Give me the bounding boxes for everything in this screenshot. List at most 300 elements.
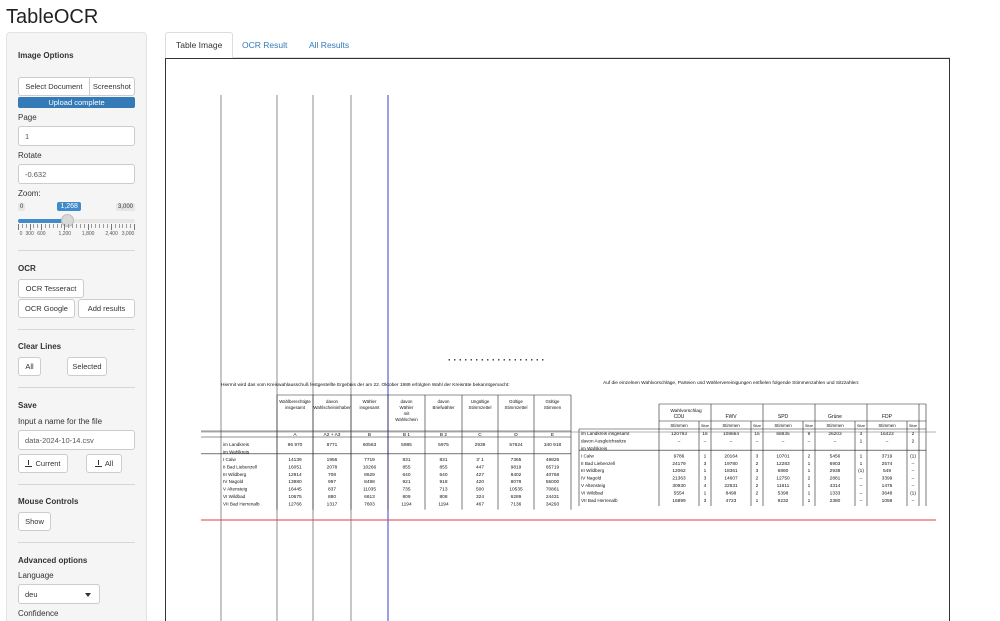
- right-cell-value: 1: [807, 469, 811, 475]
- tab-ocr-result[interactable]: OCR Result: [242, 40, 288, 50]
- tab-table-image[interactable]: Table Image: [165, 32, 233, 58]
- slider-tick-label: 2,400: [105, 231, 118, 237]
- cell-value: 340 918: [543, 443, 562, 449]
- slider-tick: [88, 224, 89, 230]
- cell-value: 324: [475, 495, 485, 500]
- right-cell-value: 4723: [725, 498, 737, 504]
- language-select[interactable]: deu: [18, 584, 100, 604]
- ocr-google-button[interactable]: OCR Google: [18, 299, 75, 318]
- slider-tick: [68, 224, 69, 228]
- cell-value: 3' 1: [476, 458, 484, 463]
- right-cell-value: 3648: [881, 491, 893, 497]
- divider: [18, 250, 135, 251]
- slider-tick: [95, 224, 96, 228]
- right-cell-value: 26203: [828, 432, 842, 438]
- slider-tick: [30, 224, 31, 230]
- cell-value: 10266: [362, 465, 377, 471]
- slider-tick: [37, 224, 38, 228]
- slider-tick: [103, 224, 104, 228]
- cell-value: 12914: [288, 472, 302, 478]
- slider-tick: [64, 224, 65, 230]
- column-code: A: [293, 432, 297, 438]
- cell-value: 8498: [364, 480, 375, 486]
- advanced-options-title: Advanced options: [18, 556, 88, 565]
- slider-tick: [134, 224, 135, 230]
- right-cell-value: 21363: [672, 476, 686, 482]
- document-title-fragment: · · · · · · · · · · · · · · · · · ·: [448, 355, 545, 365]
- page-label: Page: [18, 113, 37, 122]
- cell-value: 831: [439, 458, 448, 463]
- cell-value: 40768: [545, 472, 560, 478]
- cell-value: 735: [402, 487, 411, 493]
- save-title: Save: [18, 401, 37, 410]
- cell-value: 2078: [326, 465, 338, 471]
- row-label: VI Wildbad: [223, 494, 246, 499]
- party-header: FWV: [725, 414, 737, 420]
- cell-value: 9819: [510, 465, 522, 471]
- right-cell-value: 68835: [776, 432, 790, 438]
- cell-value: 55000: [545, 480, 560, 486]
- sub-header-votes: Stimmen: [878, 423, 896, 428]
- add-results-button[interactable]: Add results: [78, 299, 135, 318]
- right-cell-value: 16899: [672, 498, 686, 504]
- cell-value: 447: [475, 465, 485, 471]
- sub-header-seats: Sitze: [857, 424, 865, 428]
- cell-value: 809: [402, 495, 411, 500]
- column-header: Ungültige: [470, 399, 490, 404]
- right-cell-value: 19780: [724, 461, 738, 467]
- rotate-label: Rotate: [18, 151, 42, 160]
- right-cell-value: 120793: [670, 432, 688, 438]
- right-cell-value: –: [859, 484, 863, 489]
- sub-header-seats: Sitze: [805, 424, 813, 428]
- right-cell-value: 1: [807, 498, 811, 504]
- column-header: Wähler: [399, 405, 414, 410]
- table-image-viewer[interactable]: [165, 58, 950, 621]
- sub-header-seats: Sitze: [909, 424, 917, 428]
- cell-value: 713: [439, 487, 448, 493]
- upload-progress: Upload complete: [18, 97, 135, 108]
- document-heading-right: Auf die einzelnen Wahlvorschläge, Parteien und Wählervereinigungen entfielen folgende Stimmenzahlen und Sitzzahlen:: [603, 381, 860, 386]
- right-cell-value: –: [859, 476, 863, 482]
- cell-value: 65719: [545, 465, 560, 471]
- cell-value: 57624: [509, 443, 523, 449]
- right-cell-value: 2: [755, 491, 759, 497]
- right-cell-value: 2: [911, 439, 915, 445]
- right-cell-value: 3399: [881, 476, 893, 482]
- slider-tick: [84, 224, 85, 228]
- slider-tick: [111, 224, 112, 230]
- chevron-down-icon: [85, 593, 91, 597]
- cell-value: 7719: [364, 458, 375, 463]
- column-code: E: [550, 432, 555, 438]
- right-row-label: IV Nagold: [581, 475, 602, 481]
- ocr-tesseract-button[interactable]: OCR Tesseract: [18, 279, 84, 298]
- right-cell-value: 22531: [724, 484, 738, 489]
- right-cell-value: 2: [807, 476, 811, 482]
- column-code: A2 + A3: [323, 432, 341, 438]
- cell-value: 10675: [288, 495, 302, 500]
- column-header: davon: [437, 399, 450, 404]
- select-document-button[interactable]: Select Document: [19, 78, 90, 95]
- slider-tick: [61, 224, 62, 228]
- cell-value: 918: [439, 480, 448, 486]
- right-cell-value: 3: [703, 476, 707, 482]
- divider: [18, 542, 135, 543]
- right-cell-value: 3: [755, 454, 759, 460]
- zoom-value-label: 1,268: [57, 202, 81, 211]
- right-cell-value: 15: [754, 432, 760, 438]
- right-cell-value: 5554: [673, 491, 685, 497]
- right-cell-value: –: [885, 439, 889, 445]
- party-header: FDP: [882, 414, 892, 420]
- right-cell-value: (1): [858, 469, 864, 475]
- divider: [18, 484, 135, 485]
- tab-all-results[interactable]: All Results: [309, 40, 350, 50]
- clear-selected-lines-button[interactable]: Selected: [67, 357, 107, 376]
- cell-value: 14139: [288, 458, 302, 463]
- right-cell-value: 2380: [829, 498, 841, 504]
- column-header: Wähler: [362, 399, 377, 404]
- right-cell-value: –: [859, 491, 863, 497]
- right-cell-value: 1: [703, 491, 707, 497]
- right-cell-value: (1): [910, 454, 916, 460]
- right-cell-value: 30930: [672, 484, 686, 489]
- clear-all-lines-button[interactable]: All: [18, 357, 41, 376]
- right-cell-value: 3719: [881, 454, 893, 460]
- right-cell-value: 20164: [724, 454, 738, 460]
- right-cell-value: –: [781, 439, 785, 445]
- right-cell-value: 2881: [829, 476, 841, 482]
- cell-value: 1317: [326, 502, 338, 508]
- right-cell-value: 11611: [776, 484, 790, 489]
- divider: [18, 329, 135, 330]
- right-row-label: im Wahlkreis: [581, 446, 608, 451]
- download-all-button[interactable]: All: [86, 454, 122, 473]
- right-cell-value: 1: [703, 454, 707, 460]
- right-cell-value: 9786: [673, 454, 685, 460]
- cell-value: 855: [439, 465, 448, 471]
- column-header: Stimmzettel: [468, 405, 492, 410]
- mouse-controls-show-button[interactable]: Show: [18, 512, 51, 531]
- row-label: VII Bad Herrenalb: [223, 501, 260, 507]
- right-cell-value: 12283: [776, 461, 790, 467]
- cell-value: 467: [475, 502, 485, 508]
- right-cell-value: –: [859, 498, 863, 504]
- right-row-label: V Altensteig: [581, 483, 606, 488]
- right-cell-value: 12750: [776, 476, 790, 482]
- right-group-header: Wahlvorschlag: [670, 409, 702, 414]
- zoom-slider[interactable]: [18, 203, 135, 239]
- right-cell-value: 12062: [672, 469, 686, 475]
- right-row-label: III Wildberg: [581, 468, 605, 474]
- right-cell-value: –: [703, 439, 707, 445]
- right-cell-value: 108664: [722, 432, 740, 438]
- right-cell-value: 24179: [672, 461, 686, 467]
- cell-value: 5985: [401, 443, 412, 449]
- right-cell-value: 9: [807, 432, 811, 438]
- right-cell-value: 2: [911, 432, 915, 438]
- right-cell-value: –: [911, 476, 915, 482]
- column-header: Wahlberechtigte: [279, 399, 311, 404]
- cell-value: 640: [439, 472, 448, 478]
- slider-tick-label: 300: [25, 231, 34, 237]
- column-header: mit: [403, 411, 410, 416]
- right-cell-value: 16423: [880, 432, 894, 438]
- right-row-label: I Calw: [581, 453, 594, 459]
- slider-tick-label: 1,200: [58, 231, 72, 237]
- cell-value: 921: [402, 480, 411, 486]
- zoom-label: Zoom:: [18, 189, 41, 198]
- sub-header-votes: Stimmen: [774, 423, 792, 428]
- cell-value: 880: [327, 495, 337, 500]
- cell-value: 7365: [510, 458, 522, 463]
- cell-value: 8402: [510, 472, 522, 478]
- cell-value: 1194: [438, 502, 449, 508]
- right-cell-value: 10701: [776, 454, 790, 460]
- column-code: B 2: [439, 432, 448, 438]
- screenshot-button[interactable]: Screenshot: [92, 82, 131, 91]
- rotate-input[interactable]: -0.632: [18, 164, 135, 184]
- column-header: Briefwähler: [432, 405, 455, 410]
- right-cell-value: 16: [702, 432, 708, 438]
- right-cell-value: 2: [755, 484, 759, 489]
- right-cell-value: –: [729, 439, 733, 445]
- right-cell-value: 2574: [881, 461, 893, 467]
- right-cell-value: 1475: [881, 484, 893, 489]
- right-cell-value: 1: [859, 461, 863, 467]
- right-row-label: VII Bad Herrenalb: [581, 497, 618, 503]
- sub-header-seats: Sitze: [753, 424, 761, 428]
- right-cell-value: –: [911, 469, 915, 475]
- slider-tick: [22, 224, 23, 228]
- sub-header-votes: Stimmen: [722, 423, 740, 428]
- right-cell-value: 549: [882, 469, 892, 475]
- sub-header-votes: Stimmen: [670, 423, 688, 428]
- right-cell-value: (1): [910, 491, 916, 497]
- right-cell-value: 4314: [829, 484, 841, 489]
- cell-value: 1956: [326, 458, 338, 463]
- right-cell-value: 14607: [724, 476, 738, 482]
- right-cell-value: 6903: [829, 461, 841, 467]
- cell-value: 500: [475, 487, 485, 493]
- cell-value: 34293: [545, 502, 560, 508]
- cell-value: 1194: [401, 502, 412, 508]
- slider-tick: [107, 224, 108, 228]
- cell-value: 420: [475, 480, 485, 486]
- column-header: davon: [326, 399, 338, 404]
- cell-value: 808: [439, 495, 448, 500]
- language-label: Language: [18, 571, 54, 580]
- file-source-group: [18, 77, 135, 96]
- column-code: B 1: [402, 432, 411, 438]
- row-label: III Wildberg: [223, 471, 247, 477]
- cell-value: 5975: [438, 443, 449, 449]
- cell-value: 49826: [545, 458, 560, 463]
- column-code: D: [514, 432, 518, 438]
- right-cell-value: 2: [807, 454, 811, 460]
- right-cell-value: 4: [703, 484, 707, 489]
- right-cell-value: –: [677, 439, 681, 445]
- page-input[interactable]: 1: [18, 126, 135, 146]
- right-row-label: VI Wildbad: [581, 490, 604, 496]
- column-code: C: [478, 432, 482, 438]
- right-cell-value: 3: [755, 469, 759, 475]
- slider-tick: [115, 224, 116, 228]
- sidebar: [6, 32, 147, 621]
- right-cell-value: 3: [703, 498, 707, 504]
- right-cell-value: 1: [807, 461, 811, 467]
- zoom-min-label: 0: [20, 204, 24, 210]
- column-header: Gültige: [545, 399, 560, 404]
- column-header: Wahlschein: [395, 417, 418, 422]
- cell-value: 427: [475, 472, 485, 478]
- party-header: CDU: [673, 414, 685, 420]
- right-cell-value: 1: [807, 484, 811, 489]
- column-code: B: [367, 432, 372, 438]
- slider-tick-label: 600: [37, 231, 46, 237]
- right-cell-value: 5398: [777, 491, 789, 497]
- cell-value: 8771: [326, 443, 338, 449]
- slider-tick: [26, 224, 27, 228]
- column-header: Wahlscheininhaber: [313, 405, 351, 410]
- image-options-title: Image Options: [18, 51, 74, 60]
- row-label: I Calw: [223, 457, 236, 462]
- right-cell-value: 8498: [725, 491, 737, 497]
- right-cell-value: 1: [807, 491, 811, 497]
- cell-value: 7603: [364, 502, 375, 508]
- document-image[interactable]: [166, 59, 950, 621]
- slider-tick: [130, 224, 131, 228]
- slider-tick-label: 0: [19, 231, 23, 237]
- cell-value: 640: [402, 472, 411, 478]
- right-cell-value: 1: [703, 469, 707, 475]
- tab-bar: [165, 32, 950, 58]
- slider-tick: [99, 224, 100, 228]
- right-cell-value: –: [755, 439, 759, 445]
- row-label: IV Nagold: [223, 479, 244, 485]
- slider-tick: [91, 224, 92, 228]
- confidence-label: Confidence: [18, 609, 59, 618]
- sub-header-votes: Stimmen: [826, 423, 844, 428]
- cell-value: 10535: [509, 487, 523, 493]
- right-cell-value: 2: [755, 461, 759, 467]
- zoom-slider-track[interactable]: [18, 219, 135, 223]
- cell-value: 6289: [510, 495, 522, 500]
- slider-tick: [49, 224, 50, 228]
- mouse-controls-title: Mouse Controls: [18, 497, 79, 506]
- right-cell-value: 18361: [724, 469, 738, 475]
- right-cell-value: –: [911, 461, 915, 467]
- zoom-max-label: 3,000: [117, 204, 133, 210]
- column-header: insgesamt: [359, 405, 380, 410]
- right-cell-value: –: [807, 439, 811, 445]
- right-cell-value: 2: [755, 476, 759, 482]
- cell-value: 997: [327, 480, 337, 486]
- slider-tick-label: 1,800: [81, 231, 95, 237]
- slider-tick: [76, 224, 77, 228]
- right-row-label: im Landkreis insgesamt: [581, 431, 630, 437]
- cell-value: 70861: [545, 487, 560, 493]
- divider: [18, 387, 135, 388]
- cell-value: 13980: [288, 480, 302, 486]
- filename-label: Input a name for the file: [18, 417, 103, 426]
- right-cell-value: 5456: [829, 454, 841, 460]
- download-current-button[interactable]: Current: [18, 454, 68, 473]
- cell-value: 16051: [288, 465, 302, 471]
- sub-header-seats: Sitze: [701, 424, 709, 428]
- cell-value: 12766: [288, 502, 302, 508]
- slider-tick-label: 3,000: [121, 231, 135, 237]
- cell-value: 2939: [474, 443, 486, 449]
- right-cell-value: 2938: [829, 469, 841, 475]
- right-cell-value: –: [833, 439, 837, 445]
- party-header: Grüne: [828, 414, 842, 420]
- cell-value: 6613: [364, 495, 375, 500]
- column-header: Stimmen: [543, 405, 562, 410]
- cell-value: 708: [327, 472, 337, 478]
- cell-value: 837: [327, 487, 337, 493]
- right-cell-value: –: [911, 484, 915, 489]
- slider-tick: [41, 224, 42, 230]
- row-label: V Altensteig: [223, 486, 248, 492]
- zoom-slider-fill: [18, 219, 67, 223]
- cell-value: 11035: [363, 487, 376, 493]
- slider-tick: [33, 224, 34, 228]
- download-icon: [95, 460, 102, 467]
- cell-value: 16445: [288, 487, 302, 493]
- right-cell-value: 3: [703, 461, 707, 467]
- cell-value: 7136: [510, 502, 522, 508]
- right-cell-value: 1: [859, 454, 863, 460]
- cell-value: 24431: [545, 495, 560, 500]
- right-row-label: davon Ausgleichssitze: [581, 438, 627, 444]
- cell-value: 855: [402, 465, 411, 471]
- row-label: II Bad Liebenzell: [223, 464, 257, 470]
- slider-tick: [122, 224, 123, 228]
- slider-tick: [119, 224, 120, 228]
- clear-lines-title: Clear Lines: [18, 342, 62, 351]
- slider-tick: [53, 224, 54, 228]
- right-row-label: II Bad Liebenzell: [581, 460, 615, 466]
- cell-value: 8078: [510, 480, 522, 486]
- zoom-slider-ticks: [18, 224, 135, 230]
- right-cell-value: –: [911, 498, 915, 504]
- slider-tick: [57, 224, 58, 228]
- right-cell-value: 6860: [777, 469, 789, 475]
- cell-value: 831: [402, 458, 411, 463]
- column-header: Gültige: [509, 399, 523, 404]
- cell-value: 8629: [364, 472, 375, 478]
- app-title: TableOCR: [6, 6, 99, 28]
- column-header: Stimmzettel: [504, 405, 528, 410]
- ocr-title: OCR: [18, 264, 36, 273]
- cell-value: 96 970: [287, 443, 303, 449]
- slider-tick: [72, 224, 73, 228]
- right-cell-value: 1059: [881, 498, 893, 504]
- slider-tick: [18, 224, 19, 230]
- party-header: SPD: [777, 414, 789, 420]
- cell-value: 60563: [362, 443, 377, 449]
- right-cell-value: 1: [755, 498, 759, 504]
- right-cell-value: 9232: [777, 498, 789, 504]
- right-cell-value: 3: [859, 432, 863, 438]
- column-header: davon: [400, 399, 413, 404]
- slider-tick: [126, 224, 127, 228]
- right-cell-value: 1: [859, 439, 863, 445]
- filename-input[interactable]: data-2024-10-14.csv: [18, 430, 135, 450]
- slider-tick: [45, 224, 46, 228]
